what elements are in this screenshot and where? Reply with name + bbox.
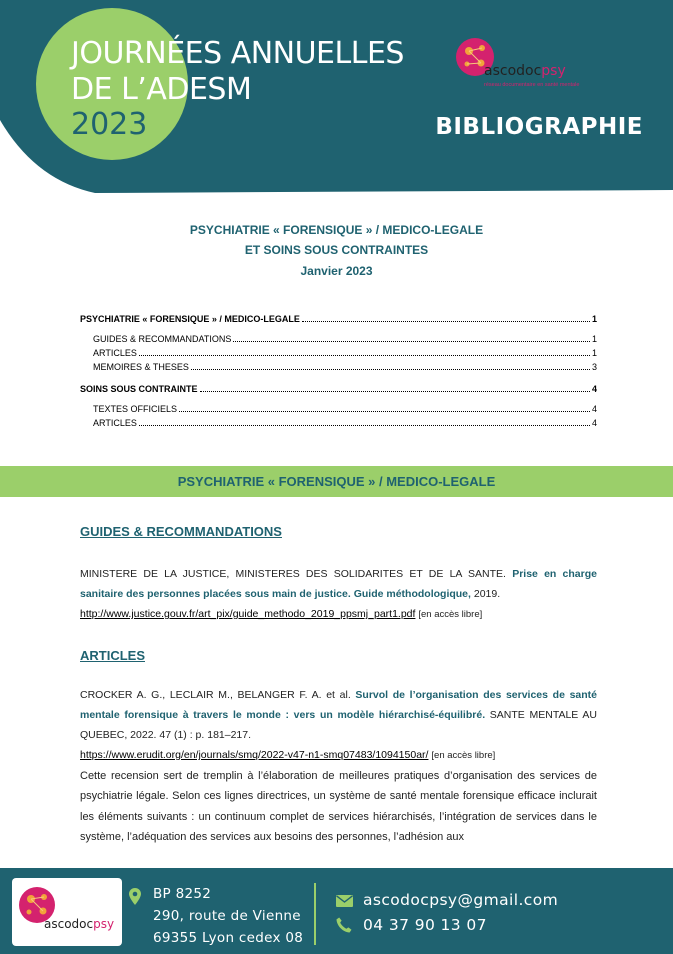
toc-entry[interactable]: GUIDES & RECOMMANDATIONS 1 bbox=[93, 334, 597, 344]
articles-heading: ARTICLES bbox=[80, 648, 145, 663]
toc-entry[interactable]: SOINS SOUS CONTRAINTE 4 bbox=[80, 384, 597, 394]
contact-phone[interactable]: 04 37 90 13 07 bbox=[363, 916, 487, 934]
footer-divider bbox=[314, 883, 316, 945]
contact-email[interactable]: ascodocpsy@gmail.com bbox=[363, 891, 559, 909]
guides-heading: GUIDES & RECOMMANDATIONS bbox=[80, 524, 282, 539]
logo-wordmark: ascodocpsy bbox=[484, 63, 566, 79]
section-band-title: PSYCHIATRIE « FORENSIQUE » / MEDICO-LEGALE bbox=[177, 474, 496, 489]
table-of-contents bbox=[80, 314, 597, 432]
article-link[interactable]: https://www.erudit.org/en/journals/smq/2022-v47-n1-smq07483/1094150ar/ bbox=[80, 749, 429, 761]
logo-tagline: réseau documentaire en santé mentale bbox=[484, 82, 580, 88]
document-title-line1: PSYCHIATRIE « FORENSIQUE » / MEDICO-LEGALE bbox=[189, 223, 484, 237]
article-abstract: Cette recension sert de tremplin à l’élaboration de meilleures pratiques d’organisation des services de psychiatrie légale. Selon ces lignes directrices, un système de santé mentale forensique efficace inclurait les éléments suivants : un continuum complet de services hiérarchisés, l’intégration de services dans le système, l’adéquation des services aux besoins des personnes, l’adhésion aux bbox=[80, 770, 597, 843]
address-line: 69355 Lyon cedex 08 bbox=[153, 930, 304, 946]
address-line: 290, route de Vienne bbox=[153, 908, 301, 924]
phone-icon bbox=[336, 917, 352, 933]
mail-icon bbox=[336, 895, 353, 907]
footer-logo-wordmark: ascodocpsy bbox=[44, 917, 115, 931]
guide-reference: MINISTERE DE LA JUSTICE, MINISTERES DES SOLIDARITES ET DE LA SANTE. Prise en charge sanitaire des personnes placées sous main de justice. Guide méthodologique, 2019. http://www.justice.gouv.fr/art_pix/guide_methodo_2019_ppsmj_part1.pdf [en accès libre] bbox=[80, 568, 597, 620]
event-title: JOURNÉES ANNUELLES DE L’ADESM bbox=[71, 36, 404, 107]
event-year: 2023 bbox=[71, 107, 148, 142]
document-title-line2: ET SOINS SOUS CONTRAINTES bbox=[244, 243, 429, 257]
toc-entry[interactable]: ARTICLES 1 bbox=[93, 348, 597, 358]
toc-entry[interactable]: ARTICLES 4 bbox=[93, 418, 597, 428]
location-pin-icon bbox=[129, 888, 141, 905]
article-reference: CROCKER A. G., LECLAIR M., BELANGER F. A. et al. Survol de l’organisation des services de santé mentale forensique à travers le monde : vers un modèle hiérarchisé-équilibré. SANTE MENTALE AU QUEBEC, 2022. 47 (1) : p. 181–217. https://www.erudit.org/en/journals/smq/2022-v47-n1-smq07483/1094150ar/ [en accès libre] bbox=[80, 689, 598, 761]
toc-entry[interactable]: PSYCHIATRIE « FORENSIQUE » / MEDICO-LEGALE 1 bbox=[80, 314, 597, 324]
document-date: Janvier 2023 bbox=[300, 264, 373, 278]
address-line: BP 8252 bbox=[153, 886, 212, 902]
guide-link[interactable]: http://www.justice.gouv.fr/art_pix/guide_methodo_2019_ppsmj_part1.pdf bbox=[80, 608, 416, 620]
toc-entry[interactable]: MEMOIRES & THESES 3 bbox=[93, 362, 597, 372]
toc-entry[interactable]: TEXTES OFFICIELS 4 bbox=[93, 404, 597, 414]
section-label: BIBLIOGRAPHIE bbox=[435, 114, 643, 140]
